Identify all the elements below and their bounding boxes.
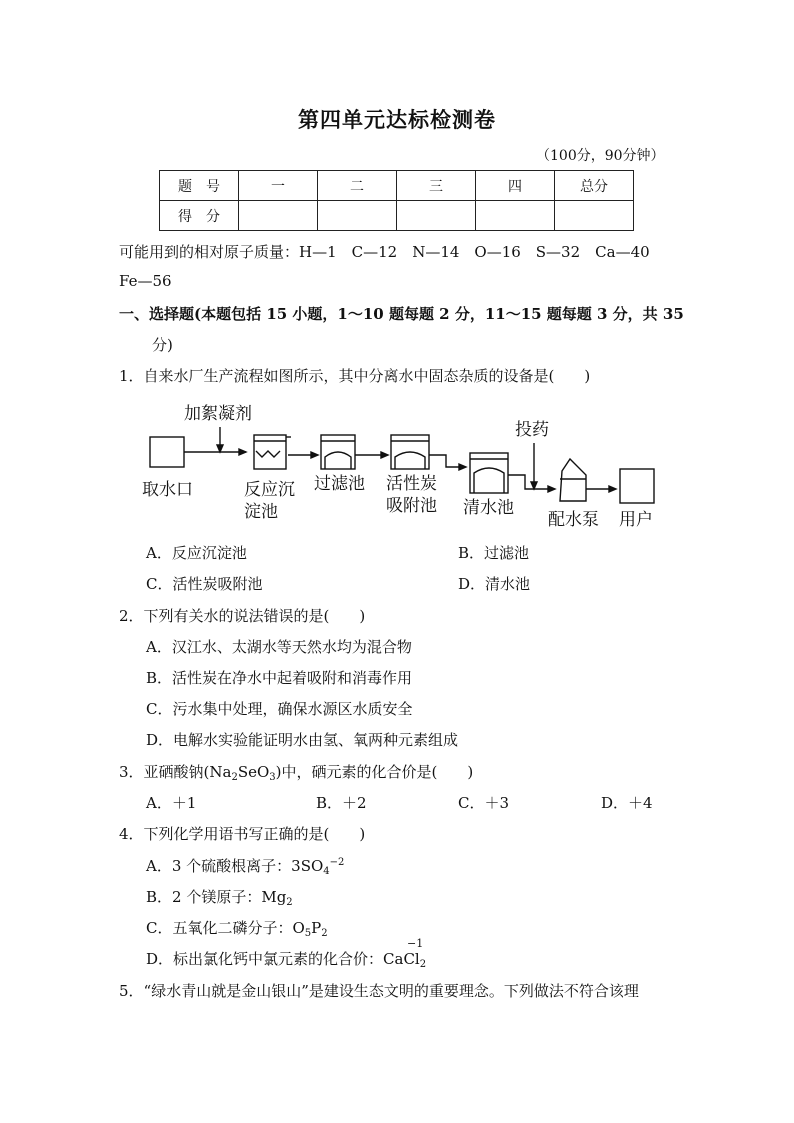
reaction-tank — [254, 435, 291, 469]
q4-option-c-text: C．五氧化二磷分子：O — [146, 919, 305, 937]
carbon-tank — [391, 435, 429, 469]
q2-option-d[interactable]: D．电解水实验能证明水由氢、氧两种元素组成 — [146, 731, 459, 749]
intake-label: 取水口 — [142, 480, 193, 500]
score-cell: 一 — [239, 171, 318, 201]
score-cell: 题 号 — [160, 171, 239, 201]
q1-option-d[interactable]: D．清水池 — [458, 575, 531, 593]
score-cell: 总分 — [555, 171, 634, 201]
section1-heading-line2: 分) — [152, 336, 173, 354]
exam-meta: （100分，90分钟） — [536, 148, 665, 164]
q3-option-d[interactable]: D．＋4 — [601, 794, 653, 812]
q4-option-c-text: P — [311, 919, 322, 937]
pump-shape — [560, 459, 586, 501]
coagulant-label: 加絮凝剂 — [184, 404, 252, 424]
q4-option-d-text: D．标出氯化钙中氯元素的化合价： — [146, 950, 384, 968]
score-cell: 得 分 — [160, 201, 239, 231]
valence-mark: −1 — [407, 937, 424, 950]
score-cell[interactable] — [397, 201, 476, 231]
q3-subscript: 2 — [231, 772, 238, 783]
q4-superscript: −2 — [329, 857, 345, 868]
section1-heading-line1: 一、选择题(本题包括 15 小题，1～10 题每题 2 分，11～15 题每题 3 分，共 35 — [119, 305, 684, 323]
water-plant-diagram — [128, 395, 668, 530]
q3-option-b[interactable]: B．＋2 — [316, 794, 367, 812]
score-cell: 三 — [397, 171, 476, 201]
score-cell[interactable] — [555, 201, 634, 231]
score-cell: 四 — [476, 171, 555, 201]
score-header-row — [160, 171, 634, 201]
q3-stem-part: )中，硒元素的化合价是( ) — [275, 763, 474, 781]
score-cell[interactable] — [476, 201, 555, 231]
atomic-masses-line1: 可能用到的相对原子质量：H—1 C—12 N—14 O—16 S—32 Ca—40 — [119, 243, 650, 261]
filter-tank — [321, 435, 355, 469]
q3-subscript: 3 — [269, 772, 276, 783]
carbon-label-2: 吸附池 — [386, 496, 437, 516]
dosing-label: 投药 — [515, 420, 549, 440]
q3-stem-part: SeO — [237, 763, 270, 781]
q3-option-c[interactable]: C．＋3 — [458, 794, 510, 812]
reaction-label-1: 反应沉 — [244, 480, 295, 500]
q3-stem — [119, 761, 473, 783]
q2-option-a[interactable]: A．汉江水、太湖水等天然水均为混合物 — [146, 638, 412, 656]
q5-stem: 5．“绿水青山就是金山银山”是建设生态文明的重要理念。下列做法不符合该理 — [119, 982, 639, 1000]
q2-stem: 2．下列有关水的说法错误的是( ) — [119, 607, 366, 625]
q4-subscript: 5 — [304, 928, 312, 939]
page-title: 第四单元达标检测卷 — [298, 107, 496, 132]
score-cell[interactable] — [239, 201, 318, 231]
section1-heading — [119, 303, 684, 324]
q4-stem: 4．下列化学用语书写正确的是( ) — [119, 825, 366, 843]
q4-subscript: 4 — [323, 866, 330, 877]
cacl2-formula — [383, 937, 427, 970]
q4-option-a[interactable] — [146, 855, 344, 877]
score-value-row — [160, 201, 634, 231]
intake-box — [150, 437, 184, 467]
clear-label: 清水池 — [463, 498, 514, 518]
user-label: 用户 — [619, 510, 653, 530]
q3-stem-part: 3．亚硒酸钠(Na — [119, 763, 232, 781]
q1-option-c[interactable]: C．活性炭吸附池 — [146, 575, 263, 593]
q4-option-d[interactable] — [146, 937, 427, 970]
q4-option-b[interactable] — [146, 886, 293, 908]
q4-option-c[interactable] — [146, 917, 328, 939]
clear-tank — [470, 453, 508, 493]
pump-label: 配水泵 — [548, 510, 599, 530]
filter-label: 过滤池 — [314, 474, 365, 494]
score-table — [159, 170, 634, 231]
reaction-label-2: 淀池 — [244, 502, 278, 522]
q4-subscript: 2 — [419, 959, 427, 970]
q1-option-a[interactable]: A．反应沉淀池 — [146, 544, 247, 562]
atomic-masses-line2: Fe—56 — [119, 272, 172, 290]
q4-subscript: 2 — [286, 897, 293, 908]
q1-option-b[interactable]: B．过滤池 — [458, 544, 530, 562]
score-cell[interactable] — [318, 201, 397, 231]
carbon-label-1: 活性炭 — [386, 474, 437, 494]
q4-option-a-text: A．3 个硫酸根离子：3SO — [146, 857, 324, 875]
q3-option-a[interactable]: A．＋1 — [146, 794, 197, 812]
score-cell: 二 — [318, 171, 397, 201]
user-box — [620, 469, 654, 503]
q4-subscript: 2 — [321, 928, 328, 939]
q2-option-c[interactable]: C．污水集中处理，确保水源区水质安全 — [146, 700, 413, 718]
q2-option-b[interactable]: B．活性炭在净水中起着吸附和消毒作用 — [146, 669, 413, 687]
formula-text: CaCl — [383, 950, 420, 968]
q1-stem: 1．自来水厂生产流程如图所示，其中分离水中固态杂质的设备是( ) — [119, 367, 591, 385]
q4-option-b-text: B．2 个镁原子：Mg — [146, 888, 287, 906]
